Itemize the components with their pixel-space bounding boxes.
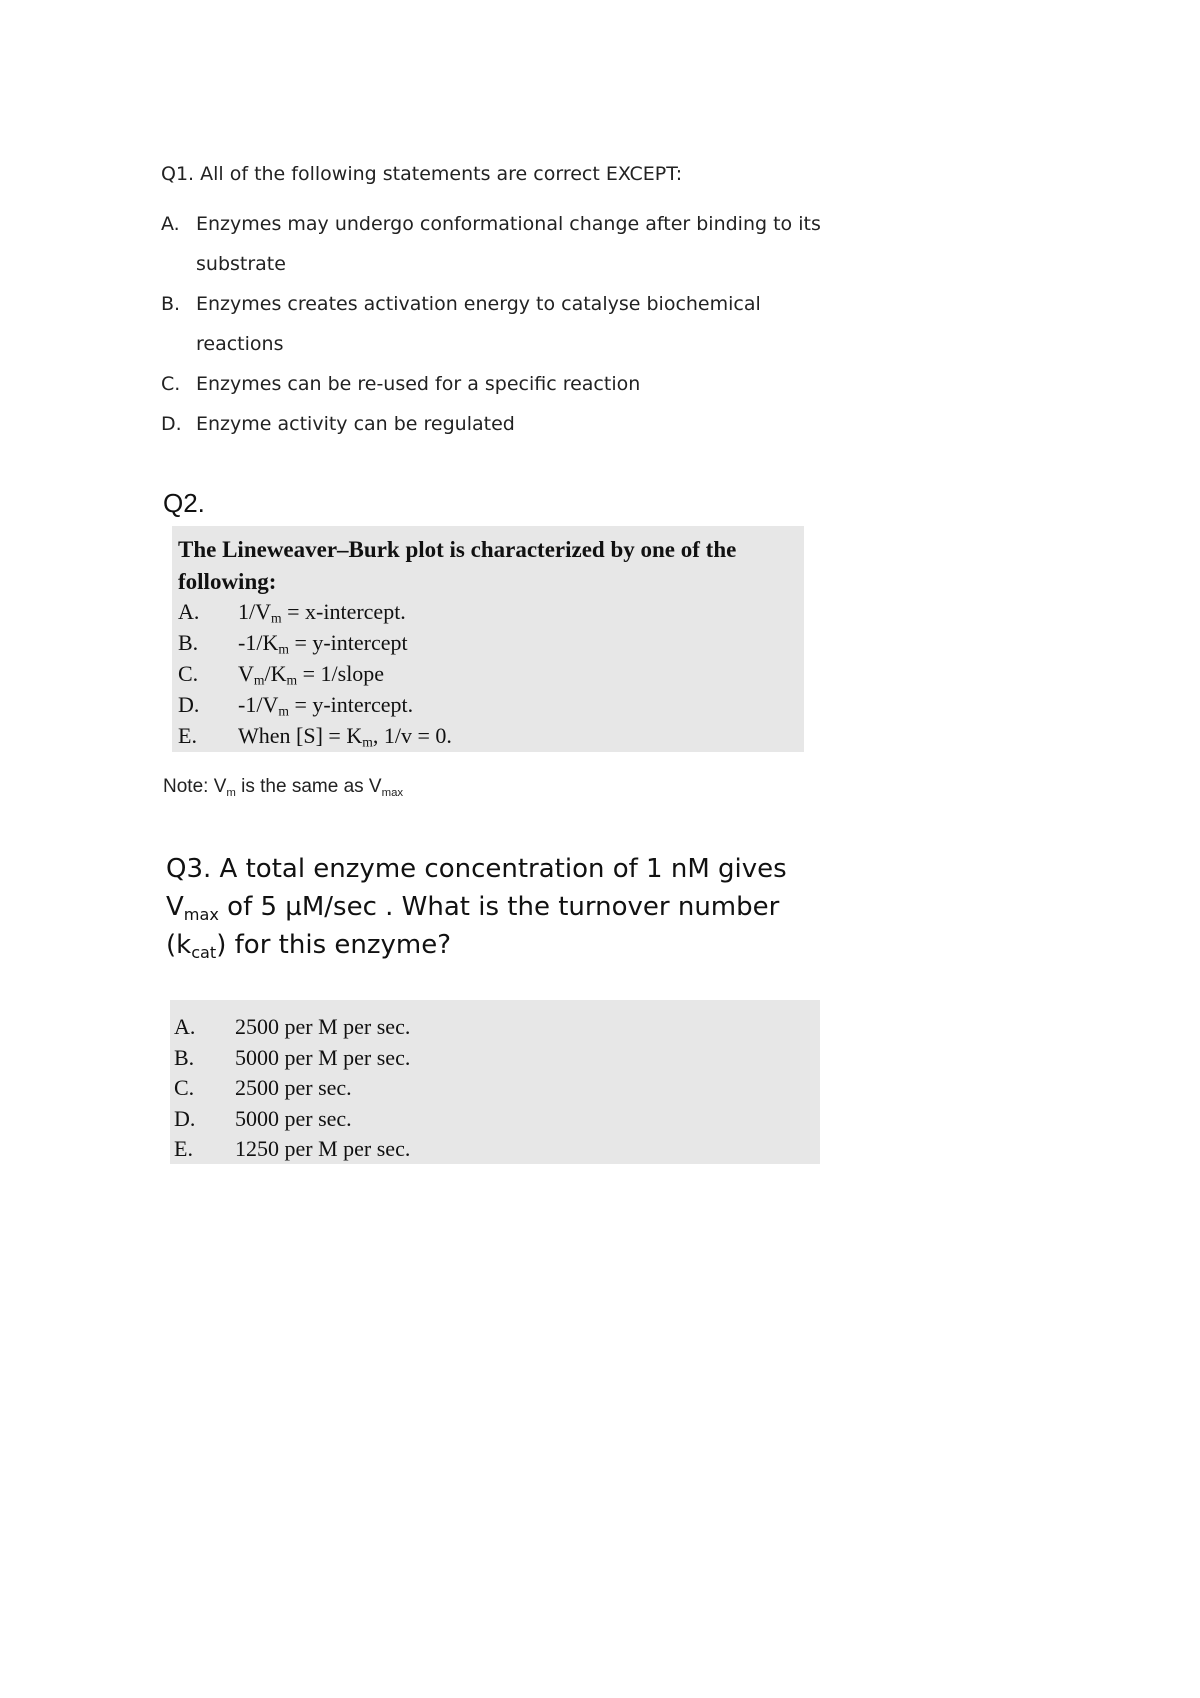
question-2-note: Note: $V_m$ is the same as $V_{max}$ — [163, 776, 404, 799]
option-letter: C. — [178, 661, 199, 686]
option-text: 5000 per sec. — [235, 1105, 352, 1131]
question-3-option-c — [174, 1073, 410, 1104]
question-2-stem: The Lineweaver–Burk plot is characterized by one of the following: — [178, 537, 737, 594]
option-text: 2500 per sec. — [235, 1075, 352, 1100]
option-letter: A. — [174, 1014, 196, 1039]
option-text: Enzymes creates activation energy to catalyse biochemical reactions — [196, 293, 761, 355]
option-letter: A. — [161, 213, 180, 235]
option-letter: B. — [178, 630, 199, 655]
option-letter: E. — [174, 1136, 193, 1161]
option-letter: E. — [178, 723, 197, 748]
option-text: Enzyme activity can be regulated — [196, 413, 515, 435]
option-text: When $[S] = K_m$, 1/v = 0. — [238, 723, 452, 750]
option-text: $-1/V_m$ = y-intercept. — [238, 692, 414, 719]
option-text: 1250 per M per sec. — [235, 1136, 411, 1161]
option-letter: D. — [174, 1105, 196, 1131]
question-3-box — [170, 1000, 820, 1164]
option-text: Enzymes may undergo conformational change after binding to its substrate — [196, 213, 821, 275]
question-3-option-a — [174, 1012, 410, 1043]
question-3-option-e — [174, 1134, 410, 1165]
option-text: 2500 per M per sec. — [235, 1014, 411, 1039]
question-2-option-d — [178, 689, 452, 720]
option-letter: C. — [161, 373, 181, 395]
question-2-option-b — [178, 627, 452, 658]
question-2-box — [172, 526, 804, 752]
option-letter: C. — [174, 1075, 195, 1100]
option-text: $1/V_m$ = x-intercept. — [238, 599, 406, 626]
question-2-title: Q2. — [163, 488, 205, 518]
option-letter: D. — [161, 413, 182, 435]
option-letter: B. — [161, 293, 181, 315]
question-3-option-b — [174, 1043, 410, 1074]
option-text: Enzymes can be re-used for a specific reaction — [196, 373, 641, 395]
question-2-options — [178, 596, 452, 751]
question-1-option-c — [161, 364, 841, 404]
option-text: $-1/K_m$ = y-intercept — [238, 630, 408, 657]
option-text: $V_m/K_m$ = 1/slope — [238, 661, 385, 688]
question-1-stem: Q1. All of the following statements are correct EXCEPT: — [161, 163, 683, 185]
option-text: 5000 per M per sec. — [235, 1044, 411, 1070]
question-3-options — [174, 1012, 410, 1165]
question-1 — [161, 160, 841, 444]
question-3-option-d — [174, 1104, 410, 1135]
question-3-stem: Q3. A total enzyme concentration of 1 nM gives $V_{max}$ of 5 µM/sec . What is the turnover number $(k_{cat})$ for this enzyme? — [166, 854, 787, 962]
question-2-option-e — [178, 720, 452, 751]
option-letter: B. — [174, 1044, 195, 1070]
option-letter: D. — [178, 692, 200, 717]
question-1-option-b — [161, 284, 841, 364]
question-1-option-d — [161, 404, 841, 444]
question-1-option-a — [161, 204, 841, 284]
question-2-option-a — [178, 596, 452, 627]
option-letter: A. — [178, 599, 200, 624]
question-2-option-c — [178, 658, 452, 689]
